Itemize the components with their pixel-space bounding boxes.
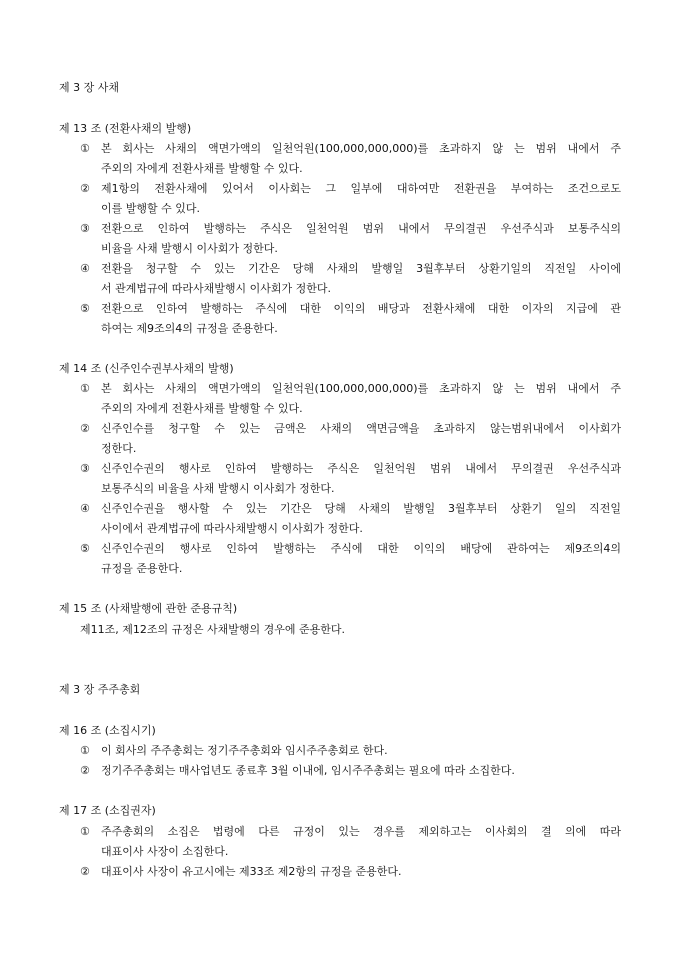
article-heading: 제 17 조 (소집권자) xyxy=(59,804,156,817)
clause-text: 신주인수권을 행사할 수 있는 기간은 당해 사채의 발행일 3월후부터 상환기 일의 직전일 xyxy=(101,502,621,515)
clause-text-continued: 비율을 사채 발행시 이사회가 정한다. xyxy=(101,242,278,255)
clause-text: 신주인수를 청구할 수 있는 금액은 사채의 액면금액을 초과하지 않는범위내에서 이사회가 xyxy=(101,422,621,435)
clause-number: ① xyxy=(80,142,90,155)
clause-number: ③ xyxy=(80,222,90,235)
article-heading: 제 13 조 (전환사채의 발행) xyxy=(59,122,192,135)
chapter-title: 제 3 장 주주총회 xyxy=(59,683,141,696)
clause-number: ① xyxy=(80,825,90,838)
clause-item xyxy=(80,382,621,396)
clause-number: ② xyxy=(80,764,90,777)
clause-number: ④ xyxy=(80,502,90,515)
clause-item xyxy=(80,422,621,436)
clause-text: 대표이사 사장이 유고시에는 제33조 제2항의 규정을 준용한다. xyxy=(101,865,402,878)
chapter-title: 제 3 장 사채 xyxy=(59,81,119,94)
clause-number: ④ xyxy=(80,262,90,275)
clause-text: 전환으로 인하여 발행하는 주식은 일천억원 범위 내에서 무의결권 우선주식과 보통주식의 xyxy=(101,222,621,235)
clause-item xyxy=(80,182,621,196)
clause-item xyxy=(80,462,621,476)
clause-item xyxy=(80,302,621,316)
clause-item xyxy=(80,744,388,758)
clause-text-continued: 사이에서 관계법규에 따라사채발행시 이사회가 정한다. xyxy=(101,522,363,535)
clause-item xyxy=(80,142,621,156)
clause-number: ② xyxy=(80,182,90,195)
clause-item xyxy=(80,502,621,516)
clause-text: 이 회사의 주주총회는 정기주주총회와 임시주주총회로 한다. xyxy=(101,744,388,757)
article-body: 제11조, 제12조의 규정은 사채발행의 경우에 준용한다. xyxy=(80,623,345,636)
clause-number: ① xyxy=(80,382,90,395)
clause-item xyxy=(80,542,621,556)
article-heading: 제 16 조 (소집시기) xyxy=(59,724,156,737)
clause-text: 신주인수권의 행사로 인하여 발행하는 주식에 대한 이익의 배당에 관하여는 제9조의4의 xyxy=(101,542,621,555)
clause-text-continued: 이를 발행할 수 있다. xyxy=(101,202,200,215)
clause-text: 본 회사는 사채의 액면가액의 일천억원(100,000,000,000)를 초과하지 않 는 범위 내에서 주 xyxy=(101,142,621,155)
clause-text-continued: 정한다. xyxy=(101,442,137,455)
clause-text: 신주인수권의 행사로 인하여 발행하는 주식은 일천억원 범위 내에서 무의결권 우선주식과 xyxy=(101,462,621,475)
clause-item xyxy=(80,764,515,778)
clause-item xyxy=(80,222,621,236)
clause-text-continued: 대표이사 사장이 소집한다. xyxy=(101,845,229,858)
clause-item xyxy=(80,825,621,839)
clause-text-continued: 서 관계법규에 따라사채발행시 이사회가 정한다. xyxy=(101,282,332,295)
clause-text: 전환을 청구할 수 있는 기간은 당해 사채의 발행일 3월후부터 상환기일의 직전일 사이에 xyxy=(101,262,621,275)
clause-item xyxy=(80,865,402,879)
clause-number: ② xyxy=(80,865,90,878)
clause-text-continued: 보통주식의 비율을 사채 발행시 이사회가 정한다. xyxy=(101,482,335,495)
clause-text: 제1항의 전환사채에 있어서 이사회는 그 일부에 대하여만 전환권을 부여하는 조건으로도 xyxy=(101,182,621,195)
article-heading: 제 15 조 (사채발행에 관한 준용규칙) xyxy=(59,602,238,615)
clause-text: 정기주주총회는 매사업년도 종료후 3월 이내에, 임시주주총회는 필요에 따라 소집한다. xyxy=(101,764,515,777)
clause-number: ① xyxy=(80,744,90,757)
clause-number: ③ xyxy=(80,462,90,475)
clause-text: 본 회사는 사채의 액면가액의 일천억원(100,000,000,000)를 초과하지 않 는 범위 내에서 주 xyxy=(101,382,621,395)
clause-number: ② xyxy=(80,422,90,435)
article-heading: 제 14 조 (신주인수권부사채의 발행) xyxy=(59,362,234,375)
clause-text: 주주총회의 소집은 법령에 다른 규정이 있는 경우를 제외하고는 이사회의 결 의에 따라 xyxy=(101,825,621,838)
clause-text-continued: 규정을 준용한다. xyxy=(101,562,183,575)
clause-text: 전환으로 인하여 발행하는 주식에 대한 이익의 배당과 전환사채에 대한 이자의 지급에 관 xyxy=(101,302,621,315)
clause-text-continued: 주외의 자에게 전환사채를 발행할 수 있다. xyxy=(101,402,303,415)
clause-item xyxy=(80,262,621,276)
clause-number: ⑤ xyxy=(80,302,90,315)
clause-text-continued: 하여는 제9조의4의 규정을 준용한다. xyxy=(101,322,278,335)
clause-number: ⑤ xyxy=(80,542,90,555)
clause-text-continued: 주외의 자에게 전환사채를 발행할 수 있다. xyxy=(101,162,303,175)
